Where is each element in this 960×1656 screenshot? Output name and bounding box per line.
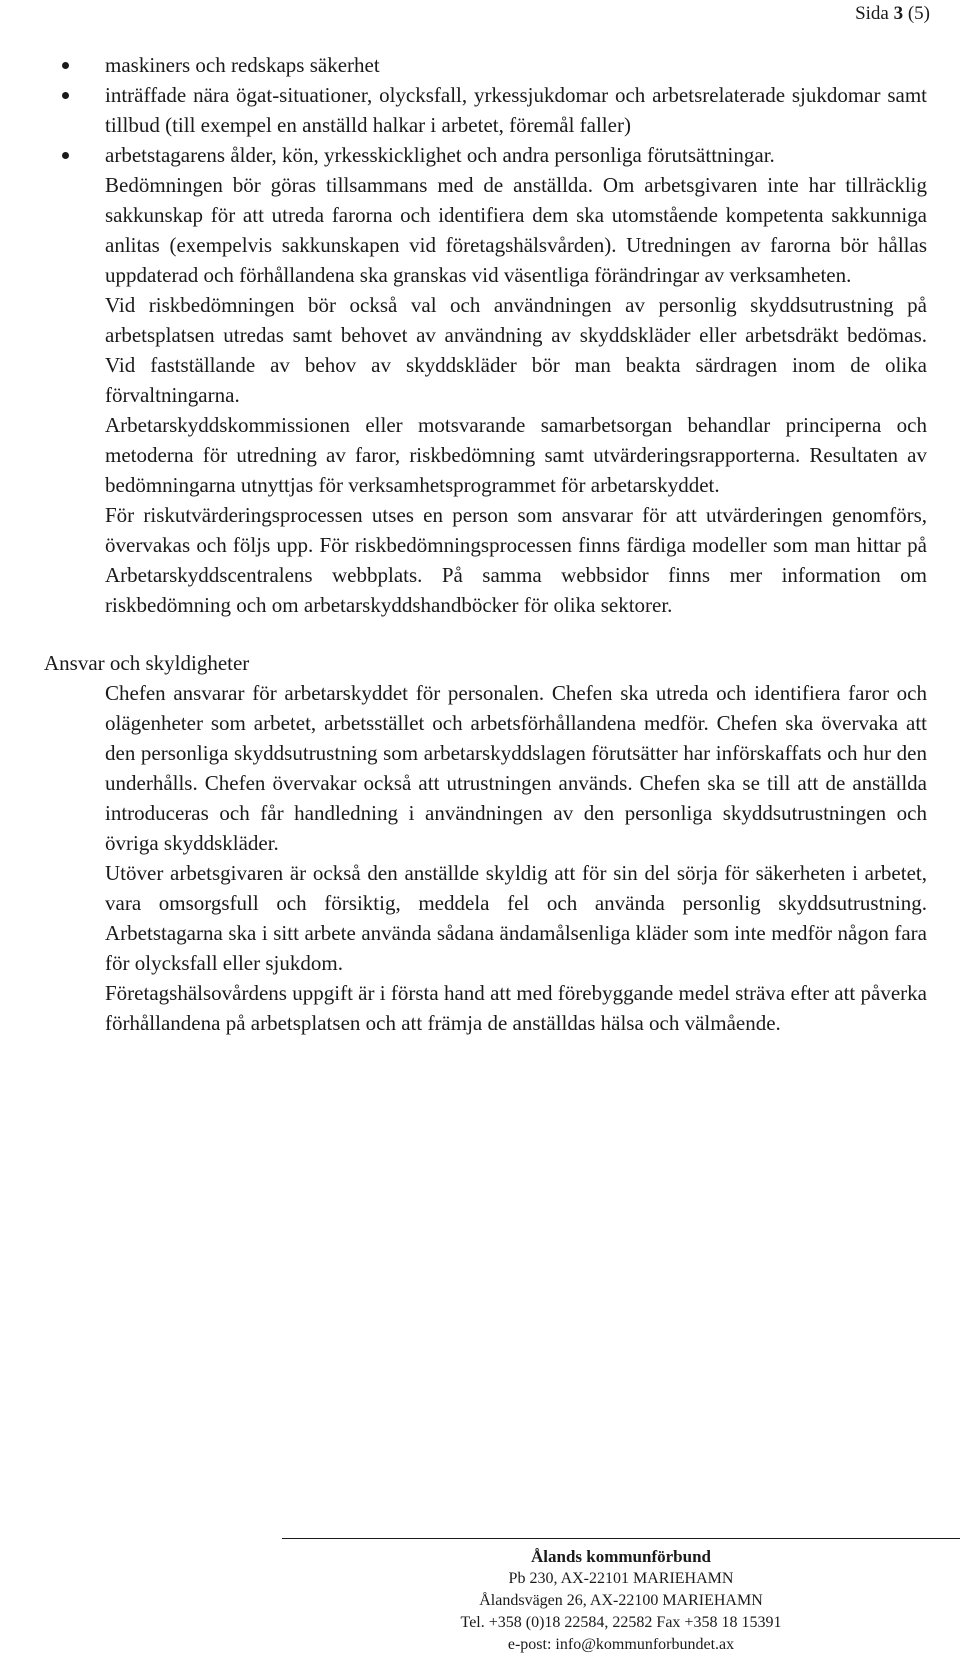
footer-phone: Tel. +358 (0)18 22584, 22582 Fax +358 18 15391 [460, 1614, 782, 1631]
page-number-total: (5) [907, 3, 930, 24]
page-number [855, 2, 930, 26]
paragraph-commission: Arbetarskyddskommissionen eller motsvarande samarbetsorgan behandlar principerna och metoderna för utredning av faror, riskbedömning samt utvärderingsrapporterna. Resultaten av bedömningarna utnyttjas för verksamhetsprogrammet för arbetarskyddet. [105, 413, 927, 497]
bullet-item [105, 50, 927, 80]
bullet-text: inträffade nära ögat-situationer, olycksfall, yrkessjukdomar och arbetsrelaterade sjukdomar samt tillbud (till exempel en anställd halkar i arbetet, föremål faller) [105, 83, 927, 137]
footer-email: e-post: info@kommunforbundet.ax [507, 1636, 735, 1653]
bullet-item [105, 80, 927, 140]
paragraph-employee: Utöver arbetsgivaren är också den anställde skyldig att för sin del sörja för säkerheten i arbetet, vara omsorgsfull och försiktig, meddela fel och använda personlig skyddsutrustning. Arbetstagarna ska i sitt arbete använda sådana ändamålsenliga kläder som inte medför någon fara för olycksfall eller sjukdom. [105, 861, 927, 975]
bullet-list [105, 50, 927, 170]
bullet-icon [62, 92, 69, 99]
document-body [44, 50, 927, 1038]
section-heading: Ansvar och skyldigheter [44, 651, 250, 675]
paragraph-occupational-health: Företagshälsovårdens uppgift är i första hand att med förebyggande medel sträva efter att påverka förhållandena på arbetsplatsen och att främja de anställdas hälsa och välmående. [105, 981, 927, 1035]
footer-postal-address: Pb 230, AX-22101 MARIEHAMN [508, 1570, 734, 1587]
footer-organization: Ålands kommunförbund [531, 1547, 711, 1566]
paragraph-protective-equipment: Vid riskbedömningen bör också val och användningen av personlig skyddsutrustning på arbetsplatsen utredas samt behovet av användning av skyddskläder eller arbetsdräkt bedömas. Vid fastställande av behov av skyddskläder bör man beakta särdragen inom de olika förvaltningarna. [105, 293, 927, 407]
bullet-icon [62, 152, 69, 159]
paragraph-manager: Chefen ansvarar för arbetarskyddet för personalen. Chefen ska utreda och identifiera faror och olägenheter som arbetet, arbetsstället och arbetsförhållandena medför. Chefen ska övervaka att den personliga skyddsutrustning som arbetarskyddslagen förutsätter har införskaffats och hur den underhålls. Chefen övervakar också att utrustningen används. Chefen ska se till att de anställda introduceras och får handledning i användningen av den personliga skyddsutrustningen och övriga skyddskläder. [105, 681, 927, 855]
bullet-text: arbetstagarens ålder, kön, yrkesskicklighet och andra personliga förutsättningar. [105, 143, 775, 167]
footer [282, 1546, 960, 1656]
paragraph-process: För riskutvärderingsprocessen utses en person som ansvarar för att utvärderingen genomförs, övervakas och följs upp. För riskbedömningsprocessen finns färdiga modeller som man hittar på Arbetarskyddscentralens webbplats. På samma webbsidor finns mer information om riskbedömning och om arbetarskyddshandböcker för olika sektorer. [105, 503, 927, 617]
page-number-current: 3 [893, 3, 904, 24]
page-number-prefix: Sida [855, 3, 889, 24]
paragraph-assessment: Bedömningen bör göras tillsammans med de anställda. Om arbetsgivaren inte har tillräcklig sakkunskap för att utreda farorna och identifiera dem ska utomstående kompetenta sakkunniga anlitas (exempelvis sakkunskapen vid företagshälsvården). Utredningen av farorna bör hållas uppdaterad och förhållandena ska granskas vid väsentliga förändringar av verksamheten. [105, 173, 927, 287]
footer-street-address: Ålandsvägen 26, AX-22100 MARIEHAMN [479, 1592, 763, 1609]
bullet-item [105, 140, 927, 170]
bullet-text: maskiners och redskaps säkerhet [105, 53, 380, 77]
footer-divider [282, 1538, 960, 1539]
bullet-icon [62, 62, 69, 69]
